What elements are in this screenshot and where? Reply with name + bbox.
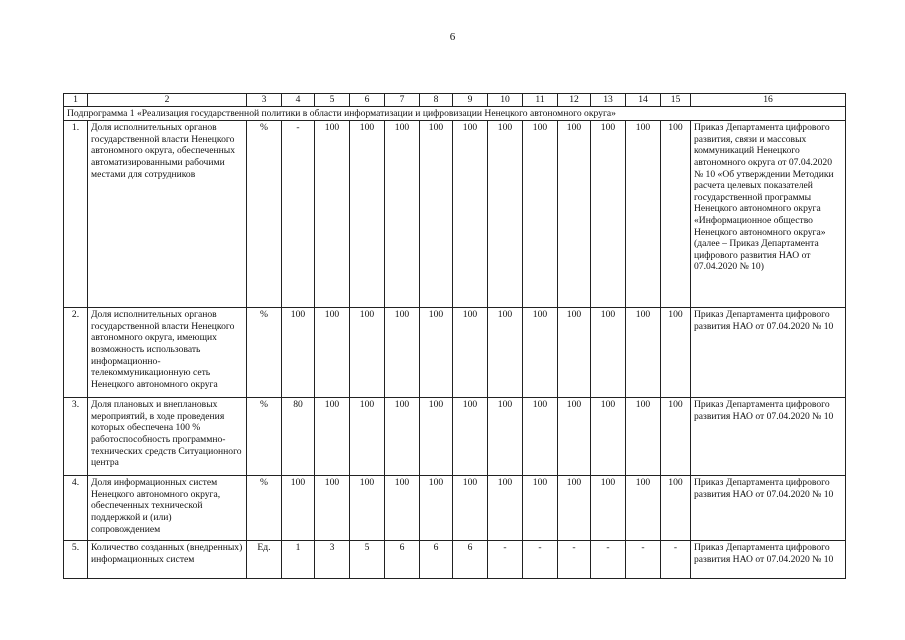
value-cell: 100 <box>385 308 420 398</box>
value-cell: 100 <box>315 121 350 308</box>
value-cell: 100 <box>315 398 350 476</box>
value-cell: - <box>626 541 661 579</box>
value-cell: 100 <box>488 476 523 541</box>
row-number: 4. <box>64 476 88 541</box>
value-cell: 100 <box>488 121 523 308</box>
header-cell: 6 <box>350 94 385 107</box>
value-cell: 1 <box>282 541 315 579</box>
value-cell: 80 <box>282 398 315 476</box>
value-cell: 100 <box>315 476 350 541</box>
value-cell: 100 <box>523 308 558 398</box>
indicator-name: Доля исполнительных органов государственной власти Ненецкого автономного округа, обеспеченных автоматизированными рабочими местами для сотрудников <box>88 121 247 308</box>
value-cell: 100 <box>350 476 385 541</box>
value-cell: - <box>523 541 558 579</box>
header-cell: 15 <box>661 94 691 107</box>
unit: % <box>247 308 282 398</box>
value-cell: 100 <box>453 476 488 541</box>
value-cell: 100 <box>558 121 591 308</box>
value-cell: 100 <box>385 476 420 541</box>
value-cell: 100 <box>420 398 453 476</box>
value-cell: 100 <box>282 308 315 398</box>
value-cell: 100 <box>661 121 691 308</box>
value-cell: 100 <box>558 308 591 398</box>
value-cell: 100 <box>488 398 523 476</box>
value-cell: - <box>488 541 523 579</box>
unit: Ед. <box>247 541 282 579</box>
value-cell: 5 <box>350 541 385 579</box>
value-cell: 100 <box>453 308 488 398</box>
value-cell: 100 <box>591 121 626 308</box>
indicator-name: Доля исполнительных органов государственной власти Ненецкого автономного округа, имеющих возможность использовать информационно-телекоммуникационную сеть Ненецкого автономного округа <box>88 308 247 398</box>
table-row <box>64 121 846 308</box>
source-document: Приказ Департамента цифрового развития НАО от 07.04.2020 № 10 <box>691 541 846 579</box>
indicator-name: Количество созданных (внедренных) информационных систем <box>88 541 247 579</box>
value-cell: 100 <box>315 308 350 398</box>
table-row <box>64 541 846 579</box>
value-cell: 100 <box>420 308 453 398</box>
value-cell: 100 <box>591 398 626 476</box>
table-row <box>64 476 846 541</box>
table-row <box>64 308 846 398</box>
value-cell: 100 <box>661 308 691 398</box>
row-number: 1. <box>64 121 88 308</box>
value-cell: 100 <box>420 121 453 308</box>
header-cell: 7 <box>385 94 420 107</box>
indicator-name: Доля плановых и внеплановых мероприятий, в ходе проведения которых обеспечена 100 % работоспособность программно-технических средств Ситуационного центра <box>88 398 247 476</box>
unit: % <box>247 398 282 476</box>
table-row <box>64 398 846 476</box>
header-cell: 9 <box>453 94 488 107</box>
header-cell: 8 <box>420 94 453 107</box>
value-cell: 100 <box>453 398 488 476</box>
value-cell: 100 <box>385 398 420 476</box>
value-cell: 3 <box>315 541 350 579</box>
value-cell: 6 <box>453 541 488 579</box>
header-cell: 4 <box>282 94 315 107</box>
header-cell: 11 <box>523 94 558 107</box>
value-cell: 100 <box>350 121 385 308</box>
indicator-table <box>63 93 846 579</box>
source-document: Приказ Департамента цифрового развития, связи и массовых коммуникаций Ненецкого автономного округа от 07.04.2020 № 10 «Об утверждении Методики расчета целевых показателей государственной программы Ненецкого автономного округа «Информационное общество Ненецкого автономного округа» (далее – Приказ Департамента цифрового развития НАО от 07.04.2020 № 10) <box>691 121 846 308</box>
value-cell: 100 <box>558 398 591 476</box>
value-cell: 100 <box>626 121 661 308</box>
value-cell: 100 <box>591 308 626 398</box>
value-cell: 100 <box>661 398 691 476</box>
value-cell: 6 <box>420 541 453 579</box>
value-cell: 100 <box>523 398 558 476</box>
header-cell: 1 <box>64 94 88 107</box>
value-cell: - <box>661 541 691 579</box>
page-number: 6 <box>449 31 456 43</box>
subprogram-row <box>64 106 846 121</box>
header-cell: 14 <box>626 94 661 107</box>
indicator-name: Доля информационных систем Ненецкого автономного округа, обеспеченных технической поддержкой и (или) сопровождением <box>88 476 247 541</box>
value-cell: 100 <box>591 476 626 541</box>
value-cell: 100 <box>350 308 385 398</box>
header-cell: 5 <box>315 94 350 107</box>
header-cell: 13 <box>591 94 626 107</box>
value-cell: 100 <box>523 121 558 308</box>
value-cell: 100 <box>385 121 420 308</box>
value-cell: - <box>558 541 591 579</box>
header-cell: 3 <box>247 94 282 107</box>
source-document: Приказ Департамента цифрового развития НАО от 07.04.2020 № 10 <box>691 398 846 476</box>
value-cell: 100 <box>350 398 385 476</box>
header-cell: 16 <box>691 94 846 107</box>
unit: % <box>247 121 282 308</box>
value-cell: 100 <box>282 476 315 541</box>
value-cell: 100 <box>626 476 661 541</box>
row-number: 3. <box>64 398 88 476</box>
value-cell: 6 <box>385 541 420 579</box>
value-cell: 100 <box>558 476 591 541</box>
value-cell: - <box>591 541 626 579</box>
value-cell: 100 <box>626 398 661 476</box>
value-cell: 100 <box>420 476 453 541</box>
header-cell: 12 <box>558 94 591 107</box>
value-cell: 100 <box>453 121 488 308</box>
subprogram-title: Подпрограмма 1 «Реализация государственной политики в области информатизации и цифровизации Ненецкого автономного округа» <box>64 106 846 121</box>
value-cell: 100 <box>523 476 558 541</box>
column-number-row <box>64 94 846 107</box>
header-cell: 2 <box>88 94 247 107</box>
value-cell: 100 <box>488 308 523 398</box>
value-cell: 100 <box>661 476 691 541</box>
row-number: 5. <box>64 541 88 579</box>
source-document: Приказ Департамента цифрового развития НАО от 07.04.2020 № 10 <box>691 308 846 398</box>
row-number: 2. <box>64 308 88 398</box>
source-document: Приказ Департамента цифрового развития НАО от 07.04.2020 № 10 <box>691 476 846 541</box>
value-cell: 100 <box>626 308 661 398</box>
value-cell: - <box>282 121 315 308</box>
header-cell: 10 <box>488 94 523 107</box>
unit: % <box>247 476 282 541</box>
